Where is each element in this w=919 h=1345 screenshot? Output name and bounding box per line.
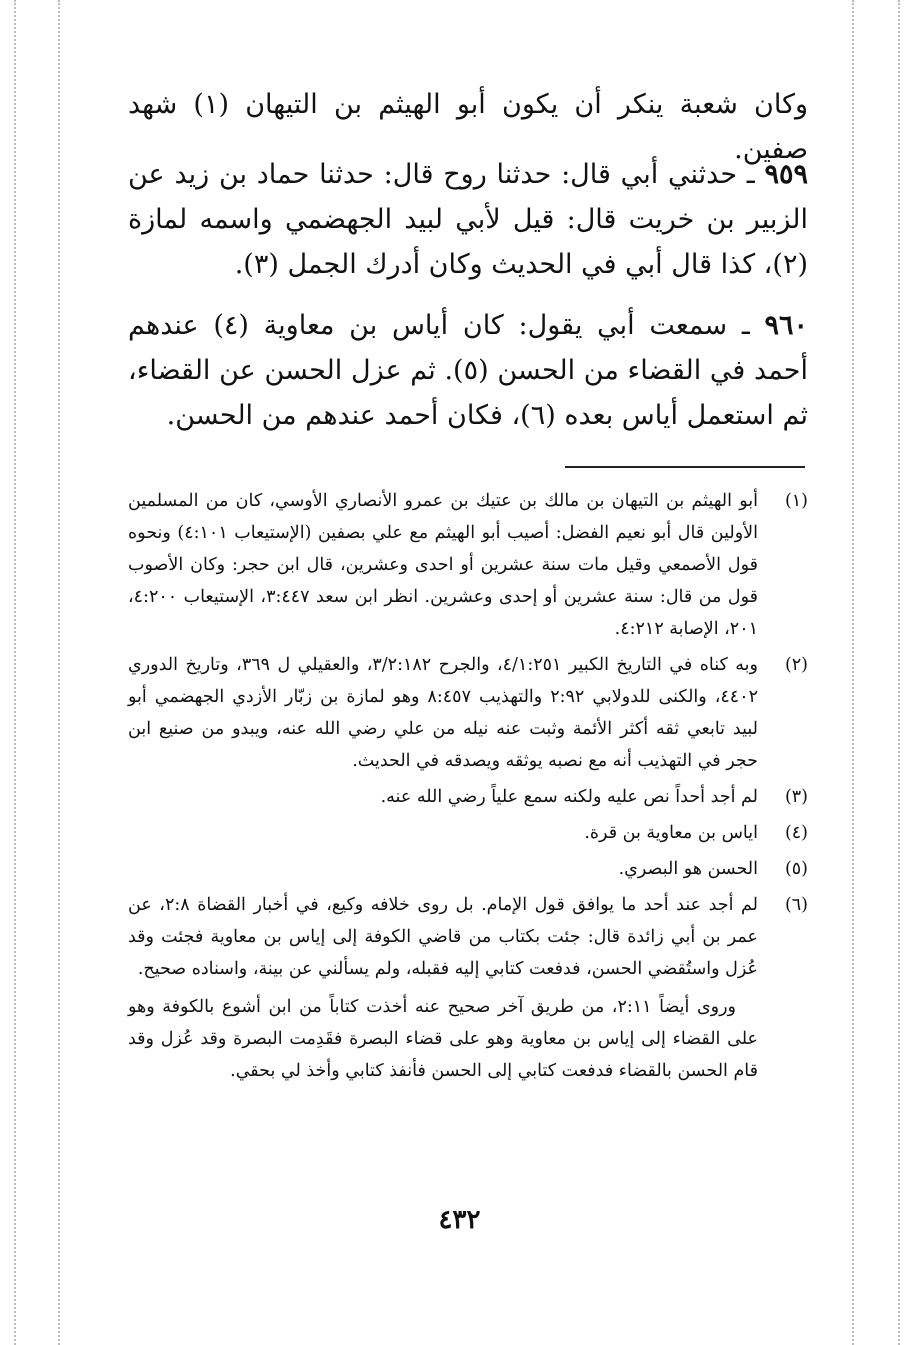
footnote-1 [128, 485, 808, 645]
paragraph-intro-text: وكان شعبة ينكر أن يكون أبو الهيثم بن التيهان (١) شهد صفين. [128, 89, 809, 165]
footnote-text: اياس بن معاوية بن قرة. [584, 823, 758, 843]
footnote-marker: (٤) [784, 823, 808, 843]
entry-number-959: ٩٥٩ [764, 159, 808, 190]
dotted-margin-right-2 [898, 0, 900, 1345]
footnote-6-continuation: وروى أيضاً ٢:١١، من طريق آخر صحيح عنه أخذت كتاباً من ابن أشوع بالكوفة وهو على القضاء إلى إياس بن معاوية وهو على قضاء البصرة فقَدِمت البصرة وقد عُزل وقد قام الحسن بالقضاء فدفعت كتابي إلى الحسن فأنفذ كتابي وأخذ لي بحقي. [128, 997, 758, 1081]
paragraph-960-text: ـ سمعت أبي يقول: كان أياس بن معاوية (٤) عندهم أحمد في القضاء من الحسن (٥). ثم عزل الحسن عن القضاء، ثم استعمل أياس بعده (٦)، فكان أحمد عندهم من الحسن. [128, 310, 808, 431]
footnote-5 [128, 853, 808, 885]
footnote-marker: (١) [784, 491, 808, 511]
paragraph-959-text: ـ حدثني أبي قال: حدثنا روح قال: حدثنا حماد بن زيد عن الزبير بن خريت قال: قيل لأبي لبيد الجهضمي واسمه لمازة (٢)، كذا قال أبي في الحديث وكان أدرك الجمل (٣). [128, 159, 808, 280]
footnote-6 [128, 889, 808, 985]
footnote-text: وبه كناه في التاريخ الكبير ٤/١:٢٥١، والجرح ٣/٢:١٨٢، والعقيلي ل ٣٦٩، وتاريخ الدوري ٤٤٠٢، والكنى للدولابي ٢:٩٢ والتهذيب ٨:٤٥٧ وهو لمازة بن زبّار الأزدي الجهضمي أبو لبيد تابعي ثقه أكثر الأئمة وثبت عنه نيله من علي رضي الله عنه، ويبدو من صنيع ابن حجر في التهذيب أنه مع نصبه يوثقه ويصدقه في الحديث. [128, 655, 758, 771]
entry-number-960: ٩٦٠ [764, 310, 808, 341]
footnote-text: لم أجد أحداً نص عليه ولكنه سمع علياً رضي الله عنه. [380, 787, 758, 807]
dotted-margin-left-2 [58, 0, 60, 1345]
footnote-2 [128, 649, 808, 777]
dotted-margin-right-1 [852, 0, 854, 1345]
footnote-3 [128, 781, 808, 813]
footnote-marker: (٦) [784, 895, 808, 915]
footnote-text: لم أجد عند أحد ما يوافق قول الإمام. بل روى خلافه وكيع، في أخبار القضاة ٢:٨، عن عمر بن أبي زائدة قال: جئت بكتاب من قاضي الكوفة إلى إياس بن معاوية فجئت وقد عُزل واستُقضي الحسن، فدفعت كتابي إليه فقبله، ولم يسألني عن بينة، واسناده صحيح. [128, 895, 758, 979]
paragraph-959 [128, 152, 808, 287]
paragraph-960 [128, 303, 808, 438]
footnotes [128, 485, 808, 1087]
dotted-margin-left-1 [14, 0, 16, 1345]
footnote-marker: (٣) [784, 787, 808, 807]
footnote-text: الحسن هو البصري. [618, 859, 758, 879]
footnote-marker: (٢) [784, 655, 808, 675]
footnote-text: أبو الهيثم بن التيهان بن مالك بن عتيك بن عمرو الأنصاري الأوسي، كان من المسلمين الأولين قال أبو نعيم الفضل: أصيب أبو الهيثم مع علي بصفين (الإستيعاب ٤:١٠١) ونحوه قول الأصمعي وقيل مات سنة عشرين أو احدى وعشرين، قال ابن حجر: وكان الأصوب قول من قال: سنة عشرين أو إحدى وعشرين. انظر ابن سعد ٣:٤٤٧، الإستيعاب ٤:٢٠٠، ٢٠١، الإصابة ٤:٢١٢. [128, 491, 758, 639]
footnote-marker: (٥) [784, 859, 808, 879]
footnote-separator [565, 466, 805, 468]
page-number: ٤٣٢ [438, 1205, 481, 1235]
footnote-4 [128, 817, 808, 849]
